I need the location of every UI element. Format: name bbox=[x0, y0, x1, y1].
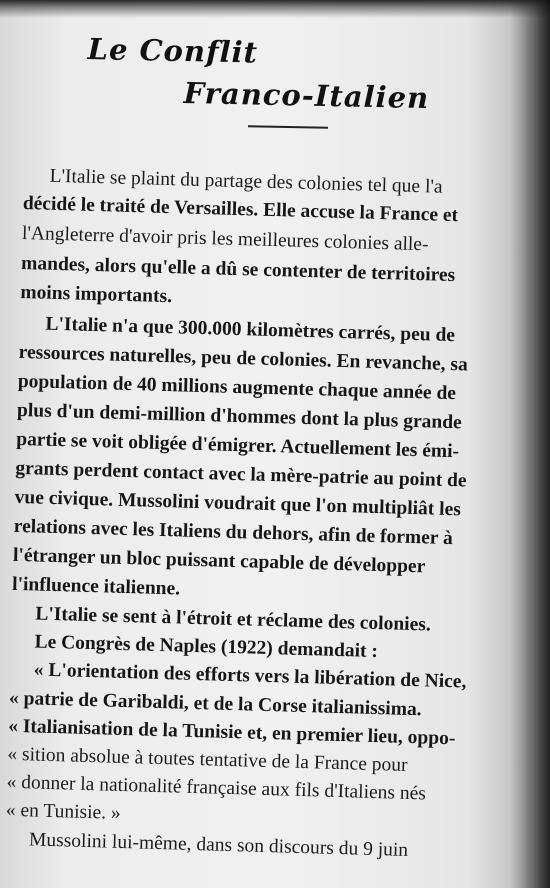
text-line: l'influence italienne. bbox=[11, 573, 181, 600]
text-line: l'étranger un bloc puissant capable de développer bbox=[12, 544, 426, 578]
page-gutter-shadow bbox=[510, 0, 550, 888]
text-line: moins importants. bbox=[20, 281, 173, 308]
text-line: Mussolini lui-même, dans son discours du 9 juin bbox=[28, 829, 409, 861]
chapter-title-line-1: Le Conflit bbox=[87, 32, 259, 70]
chapter-title-line-2: Franco-Italien bbox=[183, 76, 430, 116]
text-line: plus d'un demi-million d'hommes dont la plus grande bbox=[16, 399, 463, 434]
text-line: « en Tunisie. » bbox=[5, 799, 122, 824]
text-line: L'Italie n'a que 300.000 kilomètres carrés, peu de bbox=[45, 313, 456, 347]
text-line: Le Congrès de Naples (1922) demandait : bbox=[34, 631, 379, 663]
text-line: mandes, alors qu'elle a dû se contenter de territoires bbox=[20, 252, 456, 287]
page-top-shadow bbox=[0, 0, 550, 18]
text-line: « patrie de Garibaldi, et de la Corse italianissima. bbox=[8, 687, 422, 721]
body-text bbox=[5, 162, 530, 861]
text-line: « sition absolue à toutes tentative de la France pour bbox=[7, 743, 408, 776]
text-line: « L'orientation des efforts vers la libération de Nice, bbox=[33, 659, 467, 693]
text-line: L'Italie se plaint du partage des colonies tel que l'a bbox=[49, 165, 443, 198]
text-line: grants perdent contact avec la mère-patrie au point de bbox=[15, 457, 467, 492]
text-line: l'Angleterre d'avoir pris les meilleures colonies alle- bbox=[21, 222, 429, 256]
text-line: décidé le traité de Versailles. Elle accuse la France et bbox=[22, 192, 459, 227]
text-line: L'Italie se sent à l'étroit et réclame des colonies. bbox=[35, 603, 432, 636]
text-line: population de 40 millions augmente chaque année de bbox=[17, 370, 457, 405]
text-line: « Italianisation de la Tunisie et, en premier lieu, oppo- bbox=[7, 715, 456, 750]
text-line: ressources naturelles, peu de colonies. En revanche, sa bbox=[18, 341, 469, 376]
title-divider bbox=[248, 125, 328, 128]
text-line: vue civique. Mussolini voudrait que l'on multipliât les bbox=[14, 486, 462, 521]
text-line: partie se voit obligée d'émigrer. Actuellement les émi- bbox=[15, 428, 460, 463]
text-line: « donner la nationalité française aux fils d'Italiens nés bbox=[6, 771, 427, 805]
text-line: relations avec les Italiens du dehors, afin de former à bbox=[13, 515, 454, 550]
